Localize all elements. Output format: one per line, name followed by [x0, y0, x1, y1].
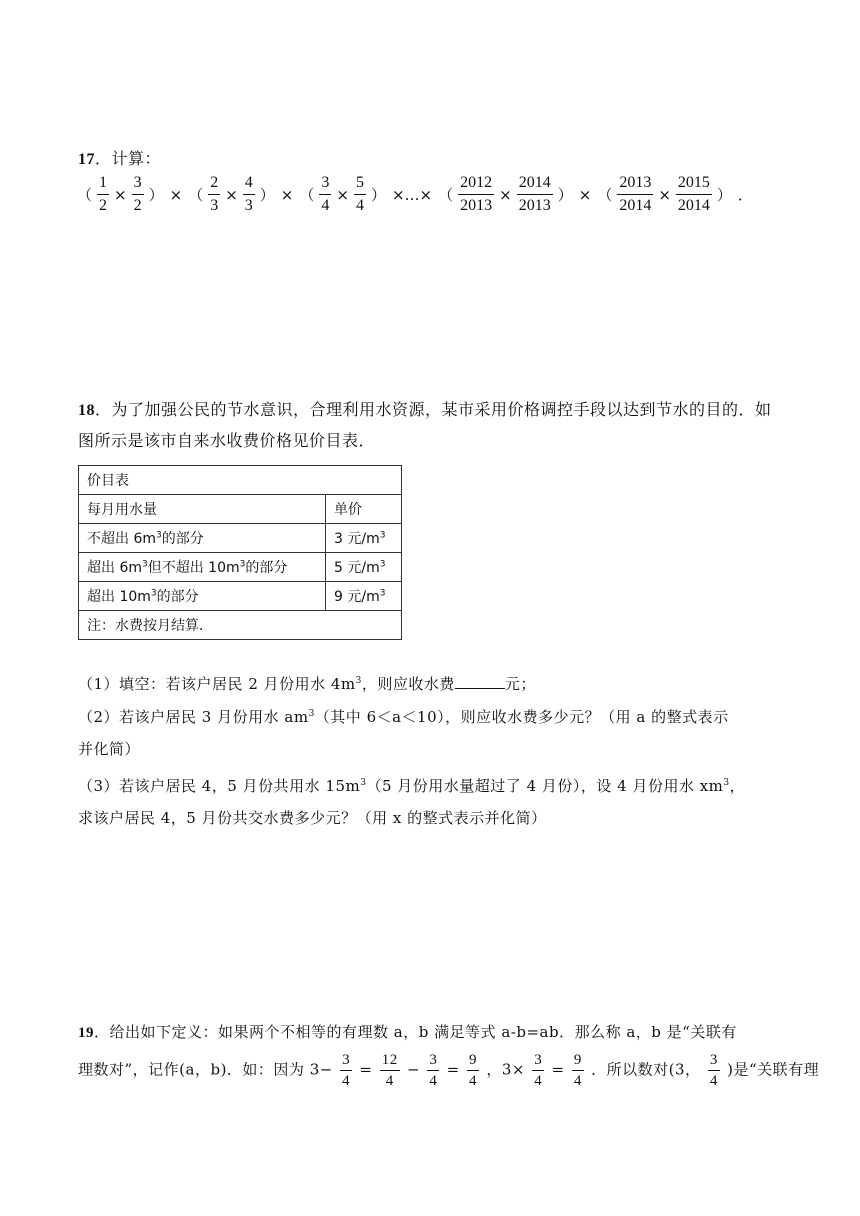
fraction: $\frac{9}{4}$: [469, 1052, 478, 1089]
header-usage: 每月用水量: [79, 495, 326, 524]
header-price: 单价: [326, 495, 402, 524]
fraction: $\frac{12}{4}$: [381, 1052, 398, 1089]
q18-part2-cont: 并化简）: [78, 740, 141, 758]
times-sign: ×: [225, 185, 238, 204]
q18-number: 18: [78, 402, 95, 419]
times-sign: ×: [658, 185, 671, 204]
fraction: $\frac{2012}{2013}$: [460, 174, 493, 214]
fraction: $\frac{2015}{2014}$: [677, 174, 710, 214]
q18-text: ．为了加强公民的节水意识，合理利用水资源，某市采用价格调控手段以达到节水的目的．如: [95, 400, 772, 419]
period: ．: [737, 186, 753, 204]
times-sign: ×: [336, 185, 349, 204]
q17-number: 17: [78, 151, 95, 168]
fraction: $\frac{3}{4}$: [534, 1052, 543, 1089]
answer-blank[interactable]: [455, 674, 505, 689]
fraction: $\frac{2014}{2013}$: [518, 174, 551, 214]
fraction: $\frac{3}{4}$: [321, 174, 330, 214]
paren-close: ）: [259, 186, 275, 204]
paren-open: （: [188, 186, 204, 204]
q18-part3: （3）若该户居民 4，5 月份共用水 $15m^3(5$ 月份用水量超过了 4 月份），设 4 月份用水 $xm^3$，: [78, 777, 746, 795]
fraction: $\frac{3}{4}$: [429, 1052, 438, 1089]
paren-close: ）: [557, 186, 573, 204]
table-row: 不超出 $6m^3$的部分 3 元$/m^3$: [79, 524, 402, 553]
q18-part2: （2）若该户居民 3 月份用水 $am^3$（其中 6＜a＜10），则应收水费多少元？（用 a 的整式表示: [78, 708, 729, 726]
paren-open: （: [597, 186, 613, 204]
paren-close: ）: [716, 186, 732, 204]
price-table: [78, 465, 402, 640]
times-sign: ×: [280, 185, 294, 204]
times-sign: ×: [114, 185, 127, 204]
times-sign: ×: [499, 185, 512, 204]
paren-open: （: [438, 186, 454, 204]
q18-line2: 图所示是该市自来水收费价格见价目表．: [78, 431, 376, 450]
fraction: $\frac{1}{2}$: [99, 174, 108, 214]
paren-open: （: [77, 186, 93, 204]
q19-line1: [78, 1021, 737, 1042]
fraction: $\frac{4}{3}$: [244, 174, 253, 214]
paren-close: ）: [148, 186, 164, 204]
fraction: $\frac{9}{4}$: [573, 1052, 582, 1089]
q17-expression: [74, 172, 756, 217]
fraction: $\frac{2013}{2014}$: [619, 174, 652, 214]
table-title: 价目表: [79, 466, 402, 495]
paren-open: （: [299, 186, 315, 204]
fraction: $\frac{3}{2}$: [133, 174, 142, 214]
table-note: 注：水费按月结算．: [79, 611, 402, 640]
q19-text: ．给出如下定义：如果两个不相等的有理数 a，b 满足等式 a-b=ab．那么称 a，b 是“关联有: [94, 1023, 737, 1041]
times-sign: ×: [169, 185, 183, 204]
fraction: $\frac{5}{4}$: [355, 174, 364, 214]
q19-number: 19: [78, 1025, 94, 1041]
table-row: 超出 $6m^3$但不超出 $10m^3$的部分 5 元$/m^3$: [79, 553, 402, 582]
q18-part1: （1）填空：若该户居民 2 月份用水 $4m^3$，则应收水费 元；: [78, 675, 536, 693]
q19-line2: 理数对”，记作(a，b)．如：因为 3− $\frac{3}{4}$ = $\frac{12}{4}$ − $\frac{3}{4}$ = $\frac{9}{4}$ ，3× $\frac{3}{4}$ = $\frac{9}{4}$ ．所以数对(3， $\frac{3}{4}$ )是“关联有理: [78, 1052, 820, 1089]
ellipsis-times: ×…×: [391, 185, 433, 204]
table-row: 超出 $10m^3$的部分 9 元$/m^3$: [79, 582, 402, 611]
q18-line1: [78, 397, 772, 420]
fraction: $\frac{3}{4}$: [709, 1052, 718, 1089]
times-sign: ×: [578, 185, 592, 204]
q17-heading: [78, 146, 161, 169]
fraction: $\frac{3}{4}$: [342, 1052, 351, 1089]
paren-close: ）: [370, 186, 386, 204]
q17-title: ．计算：: [95, 149, 162, 168]
q18-part3-cont: 求该户居民 4，5 月份共交水费多少元？（用 x 的整式表示并化简）: [78, 809, 547, 827]
fraction: $\frac{2}{3}$: [210, 174, 219, 214]
